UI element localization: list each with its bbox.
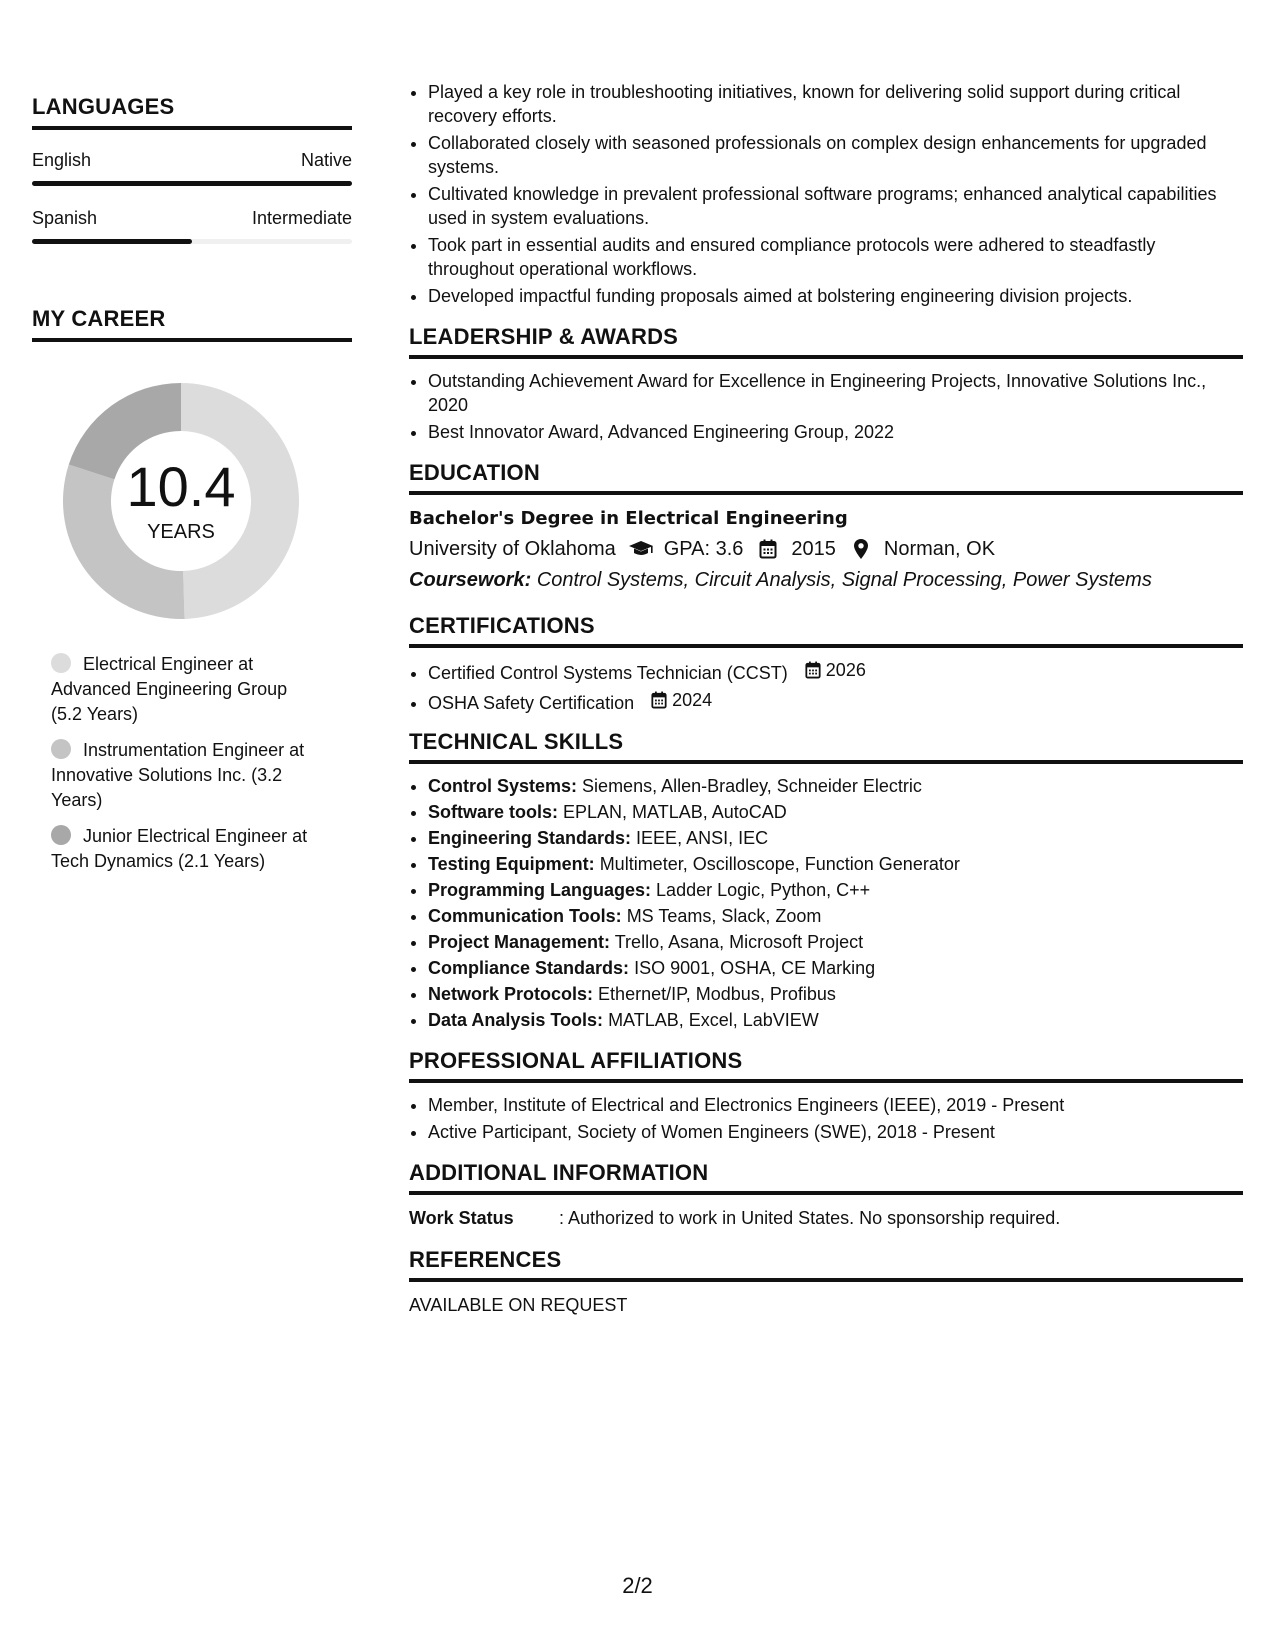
career-role-label: Instrumentation Engineer at Innovative Solutions Inc. (3.2 Years) — [51, 740, 305, 810]
career-total-unit: YEARS — [147, 520, 215, 543]
list-item — [428, 930, 1243, 954]
gpa: GPA: 3.6 — [663, 538, 744, 560]
additional-info-section — [409, 1160, 1243, 1231]
certification-year: 2024 — [672, 690, 713, 710]
section-divider — [409, 1079, 1243, 1083]
list-item — [428, 904, 1243, 928]
career-role-label: Electrical Engineer at Advanced Engineering Group (5.2 Years) — [51, 654, 288, 724]
certification-name: OSHA Safety Certification — [428, 693, 635, 713]
calendar-icon — [651, 691, 667, 709]
language-name: Spanish — [32, 208, 98, 228]
work-status-row — [409, 1205, 1243, 1231]
degree-title: Bachelor's Degree in Electrical Engineering — [409, 508, 848, 529]
references-heading: REFERENCES — [409, 1247, 562, 1272]
experience-bullets — [409, 80, 1243, 308]
skill-values: Ethernet/IP, Modbus, Profibus — [598, 984, 836, 1004]
skill-values: IEEE, ANSI, IEC — [636, 828, 769, 848]
list-item — [428, 982, 1243, 1006]
education-heading: EDUCATION — [409, 460, 540, 485]
skill-values: ISO 9001, OSHA, CE Marking — [634, 958, 876, 978]
list-item: • Took part in essential audits and ensured compliance protocols were adhered to steadfastly throughout operational workflows. — [428, 233, 1243, 281]
skill-values: Ladder Logic, Python, C++ — [656, 880, 871, 900]
career-heading: MY CAREER — [32, 306, 166, 331]
section-divider — [409, 644, 1243, 648]
certification-name: Certified Control Systems Technician (CCST) — [428, 663, 788, 683]
section-divider — [409, 491, 1243, 495]
career-role-label: Junior Electrical Engineer at Tech Dynamics (2.1 Years) — [51, 826, 308, 871]
skill-category: Communication Tools: — [428, 906, 622, 926]
skill-values: Multimeter, Oscilloscope, Function Generator — [599, 854, 960, 874]
skill-values: Siemens, Allen-Bradley, Schneider Electric — [582, 776, 922, 796]
calendar-icon — [805, 661, 821, 679]
list-item: • Developed impactful funding proposals aimed at bolstering engineering division projects. — [428, 284, 1243, 308]
certification-year: 2026 — [825, 660, 866, 680]
list-item — [428, 658, 1243, 685]
career-legend — [32, 652, 322, 874]
list-item — [428, 800, 1243, 824]
map-pin-icon — [848, 538, 874, 560]
language-item — [32, 150, 352, 186]
education-details — [409, 533, 1243, 565]
education-section — [409, 460, 1243, 595]
additional-info-heading: ADDITIONAL INFORMATION — [409, 1160, 709, 1185]
section-divider — [409, 355, 1243, 359]
section-divider — [409, 760, 1243, 764]
list-item: • Collaborated closely with seasoned professionals on complex design enhancements for upgraded systems. — [428, 131, 1243, 179]
list-item — [428, 878, 1243, 902]
languages-heading: LANGUAGES — [32, 94, 175, 119]
references-section — [409, 1247, 1243, 1318]
legend-dot-icon — [51, 739, 71, 759]
references-text: AVAILABLE ON REQUEST — [409, 1295, 628, 1315]
career-donut-chart — [56, 376, 306, 626]
affiliations-section — [409, 1048, 1243, 1144]
certifications-heading: CERTIFICATIONS — [409, 613, 595, 638]
skill-values: EPLAN, MATLAB, AutoCAD — [563, 802, 787, 822]
language-proficiency-fill — [32, 239, 192, 244]
certifications-section — [409, 613, 1243, 715]
list-item — [428, 852, 1243, 876]
language-proficiency-bar — [32, 239, 352, 244]
career-legend-item — [51, 824, 322, 874]
language-name: English — [32, 150, 92, 170]
school-location: Norman, OK — [883, 538, 996, 560]
skill-category: Network Protocols: — [428, 984, 594, 1004]
language-item — [32, 208, 352, 244]
skill-category: Data Analysis Tools: — [428, 1010, 604, 1030]
career-legend-item — [51, 738, 322, 813]
skill-category: Testing Equipment: — [428, 854, 595, 874]
skill-values: MS Teams, Slack, Zoom — [626, 906, 822, 926]
section-divider — [409, 1191, 1243, 1195]
list-item: • Best Innovator Award, Advanced Engineering Group, 2022 — [428, 420, 1243, 444]
skills-heading: TECHNICAL SKILLS — [409, 729, 624, 754]
graduation-year: 2015 — [791, 538, 836, 560]
legend-dot-icon — [51, 825, 71, 845]
language-level: Native — [300, 150, 352, 170]
list-item — [428, 956, 1243, 980]
language-proficiency-fill — [32, 181, 352, 186]
work-status-value: : Authorized to work in United States. No sponsorship required. — [559, 1208, 1061, 1228]
legend-dot-icon — [51, 653, 71, 673]
career-section — [32, 306, 352, 874]
list-item: • Active Participant, Society of Women Engineers (SWE), 2018 - Present — [428, 1120, 1243, 1144]
skill-category: Engineering Standards: — [428, 828, 632, 848]
sidebar — [32, 94, 352, 885]
graduation-cap-icon — [628, 538, 654, 560]
work-status-label: Work Status — [409, 1208, 514, 1228]
career-legend-item — [51, 652, 322, 727]
coursework-label: Coursework: — [409, 569, 532, 591]
skill-values: MATLAB, Excel, LabVIEW — [608, 1010, 819, 1030]
list-item — [428, 774, 1243, 798]
skill-category: Programming Languages: — [428, 880, 652, 900]
skill-category: Compliance Standards: — [428, 958, 630, 978]
list-item — [428, 688, 1243, 715]
language-proficiency-bar — [32, 181, 352, 186]
language-level: Intermediate — [251, 208, 352, 228]
career-total-years: 10.4 — [126, 454, 236, 518]
school-name: University of Oklahoma — [409, 538, 616, 560]
leadership-heading: LEADERSHIP & AWARDS — [409, 324, 679, 349]
coursework — [409, 565, 1243, 595]
list-item — [428, 826, 1243, 850]
skill-values: Trello, Asana, Microsoft Project — [614, 932, 864, 952]
list-item — [428, 1008, 1243, 1032]
main-content — [409, 80, 1243, 1318]
calendar-icon — [755, 538, 781, 560]
affiliations-heading: PROFESSIONAL AFFILIATIONS — [409, 1048, 743, 1073]
skill-category: Control Systems: — [428, 776, 578, 796]
coursework-list: Control Systems, Circuit Analysis, Signal Processing, Power Systems — [536, 569, 1152, 591]
section-divider — [32, 338, 352, 342]
skills-section — [409, 729, 1243, 1032]
list-item: • Played a key role in troubleshooting initiatives, known for delivering solid support during critical recovery efforts. — [428, 80, 1243, 128]
skill-category: Project Management: — [428, 932, 611, 952]
leadership-section — [409, 324, 1243, 444]
skill-category: Software tools: — [428, 802, 559, 822]
section-divider — [409, 1278, 1243, 1282]
page-number: 2/2 — [622, 1573, 653, 1598]
list-item: • Cultivated knowledge in prevalent professional software programs; enhanced analytical capabilities used in system evaluations. — [428, 182, 1243, 230]
list-item: • Outstanding Achievement Award for Excellence in Engineering Projects, Innovative Solutions Inc., 2020 — [428, 369, 1243, 417]
list-item: • Member, Institute of Electrical and Electronics Engineers (IEEE), 2019 - Present — [428, 1093, 1243, 1117]
section-divider — [32, 126, 352, 130]
languages-section — [32, 94, 352, 244]
